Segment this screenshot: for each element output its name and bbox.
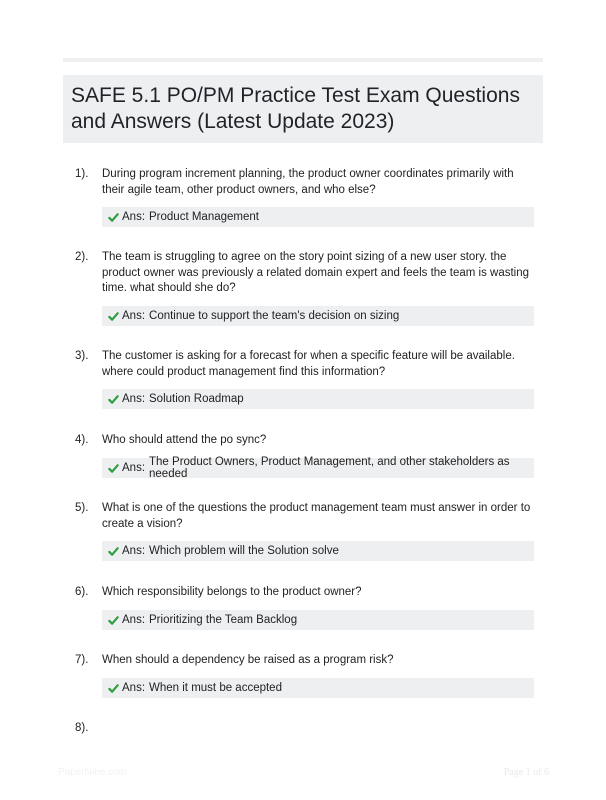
question-number: 1). (75, 168, 89, 180)
answer-box (102, 389, 534, 409)
question-number: 4). (75, 434, 89, 446)
check-icon (108, 394, 119, 405)
page-indicator: Page 1 of 6 (503, 767, 549, 778)
question-text: Who should attend the po sync? (102, 434, 267, 446)
question-number: 3). (75, 350, 89, 362)
question-text: Which responsibility belongs to the product owner? (102, 586, 362, 598)
answer-text: When it must be accepted (149, 682, 282, 694)
answer-text: The Product Owners, Product Management, and other stakeholders as needed (149, 456, 510, 480)
answer-prefix: Ans: (122, 310, 146, 322)
answer-box (102, 541, 534, 561)
question-number: 5). (75, 502, 89, 514)
question-number: 2). (75, 251, 89, 263)
answer-prefix: Ans: (122, 393, 146, 405)
answer-prefix: Ans: (122, 682, 146, 694)
question-number: 7). (75, 654, 89, 666)
answer-text: Solution Roadmap (149, 393, 244, 405)
footer-watermark: PaperNibe.com (58, 767, 127, 778)
answer-text: Product Management (149, 211, 259, 223)
check-icon (108, 615, 119, 626)
check-icon (108, 212, 119, 223)
answer-prefix: Ans: (122, 614, 146, 626)
check-icon (108, 463, 119, 474)
answer-box (102, 458, 534, 478)
document-title: SAFE 5.1 PO/PM Practice Test Exam Questions and Answers (Latest Update 2023) (71, 84, 520, 133)
answer-box (102, 610, 534, 630)
question-text: The team is struggling to agree on the story point sizing of a new user story. the product owner was previously a related domain expert and feels the team is wasting time. what should she do? (102, 251, 530, 294)
answer-text: Which problem will the Solution solve (149, 545, 339, 557)
title-banner (63, 75, 543, 143)
answer-prefix: Ans: (122, 545, 146, 557)
check-icon (108, 683, 119, 694)
top-divider (63, 58, 543, 62)
check-icon (108, 546, 119, 557)
question-text: What is one of the questions the product management team must answer in order to create a vision? (102, 502, 531, 530)
answer-box (102, 306, 534, 326)
answer-prefix: Ans: (122, 211, 146, 223)
question-number: 8). (75, 722, 89, 734)
answer-box (102, 207, 534, 227)
question-text: The customer is asking for a forecast for when a specific feature will be available. where could product management find this information? (102, 350, 515, 378)
check-icon (108, 311, 119, 322)
question-number: 6). (75, 586, 89, 598)
answer-text: Continue to support the team's decision on sizing (149, 310, 400, 322)
question-text: During program increment planning, the product owner coordinates primarily with their agile team, other product owners, and who else? (102, 168, 514, 196)
answer-box (102, 678, 534, 698)
answer-prefix: Ans: (122, 462, 146, 474)
answer-text: Prioritizing the Team Backlog (149, 614, 298, 626)
question-text: When should a dependency be raised as a program risk? (102, 654, 394, 666)
